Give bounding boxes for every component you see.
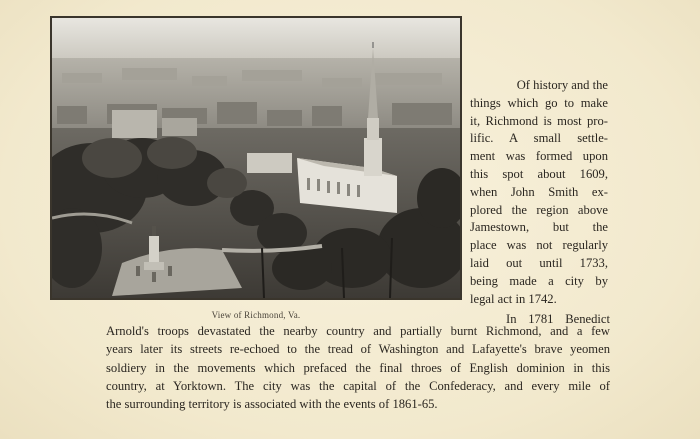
text-line: Jamestown, but the	[470, 220, 608, 235]
text-line: country, at Yorktown. The city was the capital of the Confederacy, and every mile of	[106, 378, 610, 393]
text-line: plored the region above	[470, 202, 608, 217]
bottom-paragraph	[106, 322, 610, 413]
text-line: laid out until 1733,	[470, 255, 608, 270]
text-line: the surrounding territory is associated with the events of 1861-65.	[106, 397, 438, 412]
text-line: legal act in 1742.	[470, 291, 557, 306]
text-line: Of history and the	[516, 78, 608, 92]
side-paragraph	[470, 77, 608, 308]
text-line: it, Richmond is most pro-	[470, 113, 608, 128]
continuation-line: In 1781 Benedict	[506, 312, 610, 326]
photo-caption: View of Richmond, Va.	[211, 310, 301, 320]
text-line: Arnold's troops devastated the nearby country and partially burnt Richmond, and a few	[106, 324, 610, 338]
text-line: being made a city by	[470, 273, 608, 288]
text-line: lific. A small settle-	[470, 131, 608, 146]
text-line: soldiery in the movements which prefaced the final throes of English dominion in this	[106, 360, 610, 375]
text-line: things which go to make	[470, 95, 608, 110]
text-line: when John Smith ex-	[470, 184, 608, 199]
text-line: place was not regularly	[470, 238, 608, 253]
text-line: years later its streets re-echoed to the tread of Washington and Lafayette's brave yeomen	[106, 342, 610, 357]
text-line: this spot about 1609,	[470, 166, 608, 181]
richmond-photograph	[50, 16, 462, 300]
text-line: ment was formed upon	[470, 149, 608, 164]
